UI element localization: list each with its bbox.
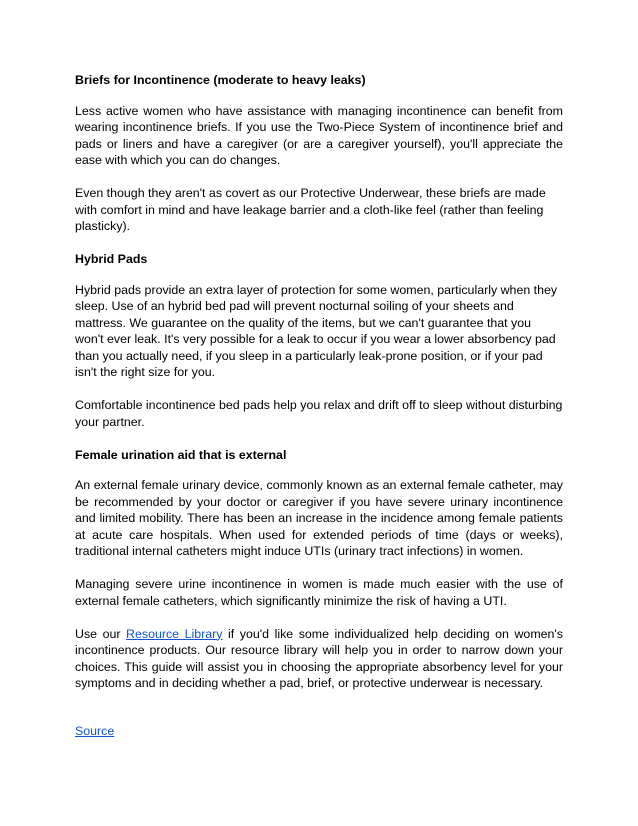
paragraph-hybrid-2: Comfortable incontinence bed pads help you relax and drift off to sleep without disturbing your partner. — [75, 398, 563, 429]
resource-text-after: if you'd like some individualized help deciding on women's incontinence products. Our resource library will help you in order to narrow down your choices. This guide will assist you in choosing the appropriate absorbency level for your symptoms and in deciding whether a pad, brief, or protective underwear is necessary. — [75, 626, 563, 690]
paragraph-external-1: An external female urinary device, commonly known as an external female catheter, may be recommended by your doctor or caregiver if you have severe urinary incontinence and limited mobility. There has been an increase in the incidence among female patients at acute care hospitals. When used for extended periods of time (days or weeks), traditional internal catheters might induce UTIs (urinary tract infections) in women. — [75, 478, 563, 558]
paragraph-hybrid-1: Hybrid pads provide an extra layer of protection for some women, particularly when they sleep. Use of an hybrid bed pad will prevent nocturnal soiling of your sheets and mattress. We guarantee on the quality of the items, but we can't guarantee that you won't ever leak. It's very possible for a leak to occur if you wear a lower absorbency pad than you actually need, if you sleep in a particularly leak-prone position, or if your pad isn't the right size for you. — [75, 282, 558, 379]
paragraph-external-2: Managing severe urine incontinence in women is made much easier with the use of external female catheters, which significantly minimize the risk of having a UTI. — [75, 577, 563, 608]
paragraph-briefs-2: Even though they aren't as covert as our Protective Underwear, these briefs are made with comfort in mind and have leakage barrier and a cloth-like feel (rather than feeling plasticky). — [75, 186, 546, 233]
section-heading-external-aid: Female urination aid that is external — [75, 447, 287, 462]
paragraph-resource-library — [75, 626, 563, 692]
document-page — [75, 72, 563, 756]
resource-library-link[interactable]: Resource Library — [126, 626, 223, 641]
source-link[interactable]: Source — [75, 723, 115, 738]
resource-text-before: Use our — [75, 626, 127, 641]
section-heading-briefs: Briefs for Incontinence (moderate to heavy leaks) — [75, 73, 366, 87]
source-line — [75, 723, 563, 740]
paragraph-briefs-1: Less active women who have assistance with managing incontinence can benefit from wearing incontinence briefs. If you use the Two-Piece System of incontinence brief and pads or liners and have a caregiver (or are a caregiver yourself), you'll appreciate the ease with which you can do changes. — [75, 103, 563, 167]
section-heading-hybrid-pads: Hybrid Pads — [75, 252, 148, 266]
